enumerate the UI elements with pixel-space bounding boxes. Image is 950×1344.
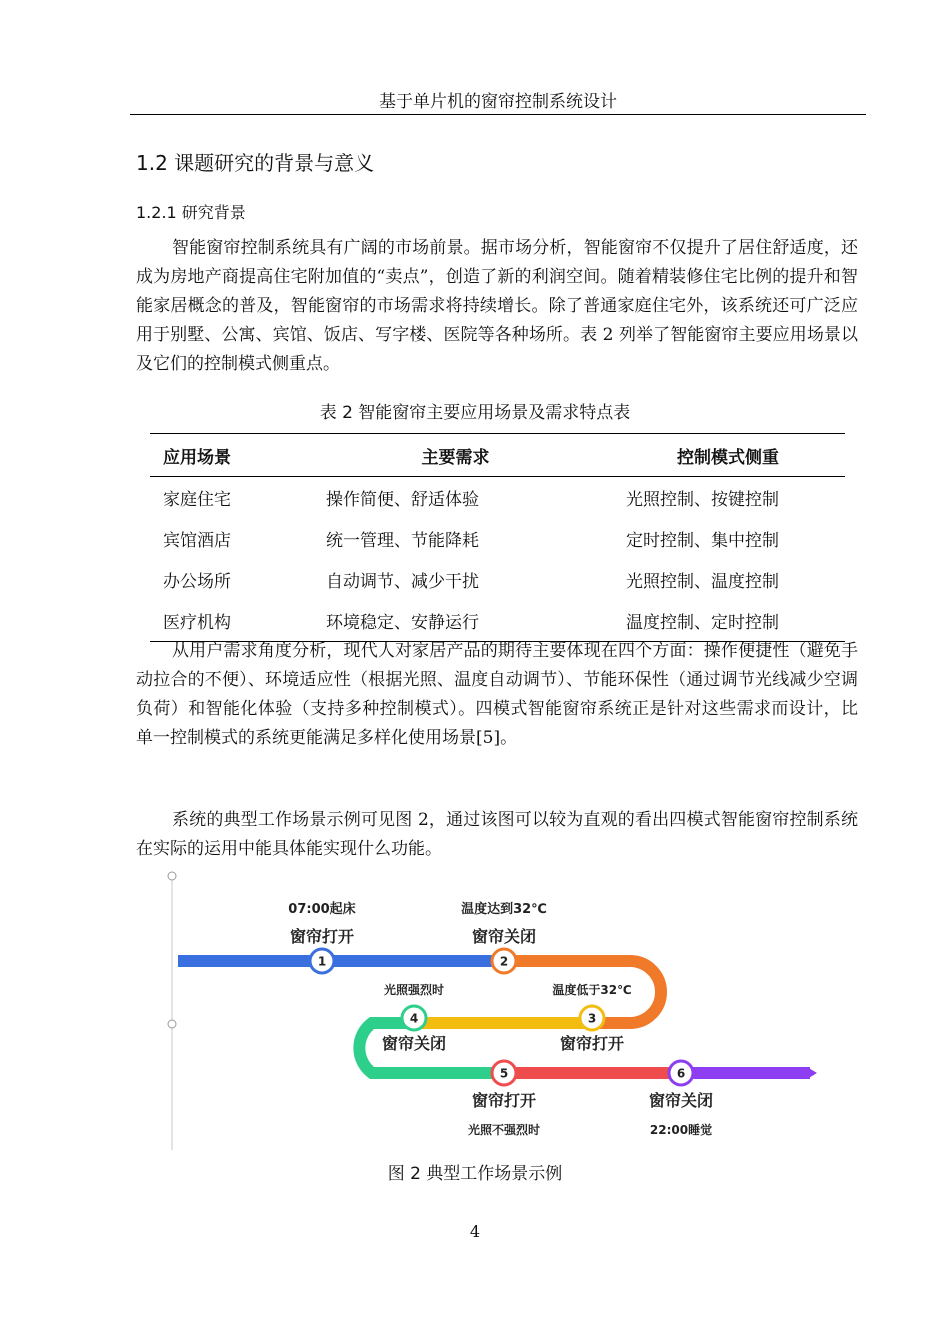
table-cell: 操作简便、舒适体验 xyxy=(326,490,479,510)
table-row xyxy=(150,477,845,519)
table-row xyxy=(150,600,845,642)
step-node-1 xyxy=(310,949,334,973)
table-cell: 光照控制、按键控制 xyxy=(626,490,779,510)
step-3-condition: 温度低于32℃ xyxy=(552,983,632,997)
page-header: 基于单片机的窗帘控制系统设计 xyxy=(130,90,866,115)
page-number: 4 xyxy=(469,1222,481,1241)
step-node-2 xyxy=(492,949,516,973)
step-2-condition: 温度达到32℃ xyxy=(461,902,547,917)
step-node-4 xyxy=(402,1006,426,1030)
table-cell: 环境稳定、安静运行 xyxy=(326,613,479,633)
table-caption: 表 2 智能窗帘主要应用场景及需求特点表 xyxy=(319,403,631,423)
table-header-cell: 应用场景 xyxy=(163,447,231,468)
step-6-condition: 22:00睡觉 xyxy=(649,1123,713,1137)
step-1-action: 窗帘打开 xyxy=(289,927,355,946)
step-5-action: 窗帘打开 xyxy=(471,1091,537,1110)
subsection-heading: 1.2.1 研究背景 xyxy=(136,203,246,222)
table-header-cell: 控制模式侧重 xyxy=(677,447,779,468)
table-header-cell: 主要需求 xyxy=(421,447,490,468)
table-cell: 办公场所 xyxy=(163,572,231,592)
table-cell: 自动调节、减少干扰 xyxy=(326,572,479,592)
figure-caption: 图 2 典型工作场景示例 xyxy=(387,1164,563,1184)
svg-text:2: 2 xyxy=(499,954,509,969)
step-4-action: 窗帘关闭 xyxy=(381,1034,447,1053)
frame-handle-icon xyxy=(168,872,176,880)
step-6-action: 窗帘关闭 xyxy=(648,1091,714,1110)
frame-handle-icon xyxy=(168,1020,176,1028)
table-cell: 家庭住宅 xyxy=(163,490,231,510)
svg-text:4: 4 xyxy=(409,1011,419,1026)
table-cell: 统一管理、节能降耗 xyxy=(326,531,479,551)
application-table xyxy=(150,433,845,642)
section-heading: 1.2 课题研究的背景与意义 xyxy=(136,151,375,175)
paragraph-market: 智能窗帘控制系统具有广阔的市场前景。据市场分析，智能窗帘不仅提升了居住舒适度，还成为房地产商提高住宅附加值的“卖点”，创造了新的利润空间。随着精装修住宅比例的提升和智能家居概念的普及，智能窗帘的市场需求将持续增长。除了普通家庭住宅外，该系统还可广泛应用于别墅、公寓、宾馆、饭店、写字楼、医院等各种场所。表 2 列举了智能窗帘主要应用场景以及它们的控制模式侧重点。 xyxy=(136,238,858,374)
svg-text:3: 3 xyxy=(587,1011,597,1026)
table-cell: 医疗机构 xyxy=(163,613,231,633)
step-node-5 xyxy=(492,1061,516,1085)
table-row xyxy=(150,518,845,559)
table-cell: 宾馆酒店 xyxy=(163,531,231,551)
paragraph-figure-intro: 系统的典型工作场景示例可见图 2，通过该图可以较为直观的看出四模式智能窗帘控制系统在实际的运用中能具体能实现什么功能。 xyxy=(136,810,858,859)
svg-text:5: 5 xyxy=(499,1066,509,1081)
table-cell: 光照控制、温度控制 xyxy=(626,572,779,592)
step-4-condition: 光照强烈时 xyxy=(383,983,445,997)
step-2-action: 窗帘关闭 xyxy=(471,927,537,946)
table-cell: 定时控制、集中控制 xyxy=(626,531,779,551)
svg-text:6: 6 xyxy=(676,1066,686,1081)
step-3-action: 窗帘打开 xyxy=(559,1034,625,1053)
step-node-3 xyxy=(580,1006,604,1030)
table-cell: 温度控制、定时控制 xyxy=(626,613,779,633)
table-header-row xyxy=(150,434,845,477)
workflow-figure xyxy=(160,868,840,1158)
table-row xyxy=(150,559,845,600)
step-5-condition: 光照不强烈时 xyxy=(467,1123,541,1137)
paragraph-user-needs: 从用户需求角度分析，现代人对家居产品的期待主要体现在四个方面：操作便捷性（避免手动拉合的不便）、环境适应性（根据光照、温度自动调节）、节能环保性（通过调节光线减少空调负荷）和智能化体验（支持多种控制模式）。四模式智能窗帘系统正是针对这些需求而设计，比单一控制模式的系统更能满足多样化使用场景[5]。 xyxy=(136,641,858,748)
step-node-6 xyxy=(669,1061,693,1085)
step-1-condition: 07:00起床 xyxy=(288,902,356,917)
svg-text:1: 1 xyxy=(317,954,327,969)
